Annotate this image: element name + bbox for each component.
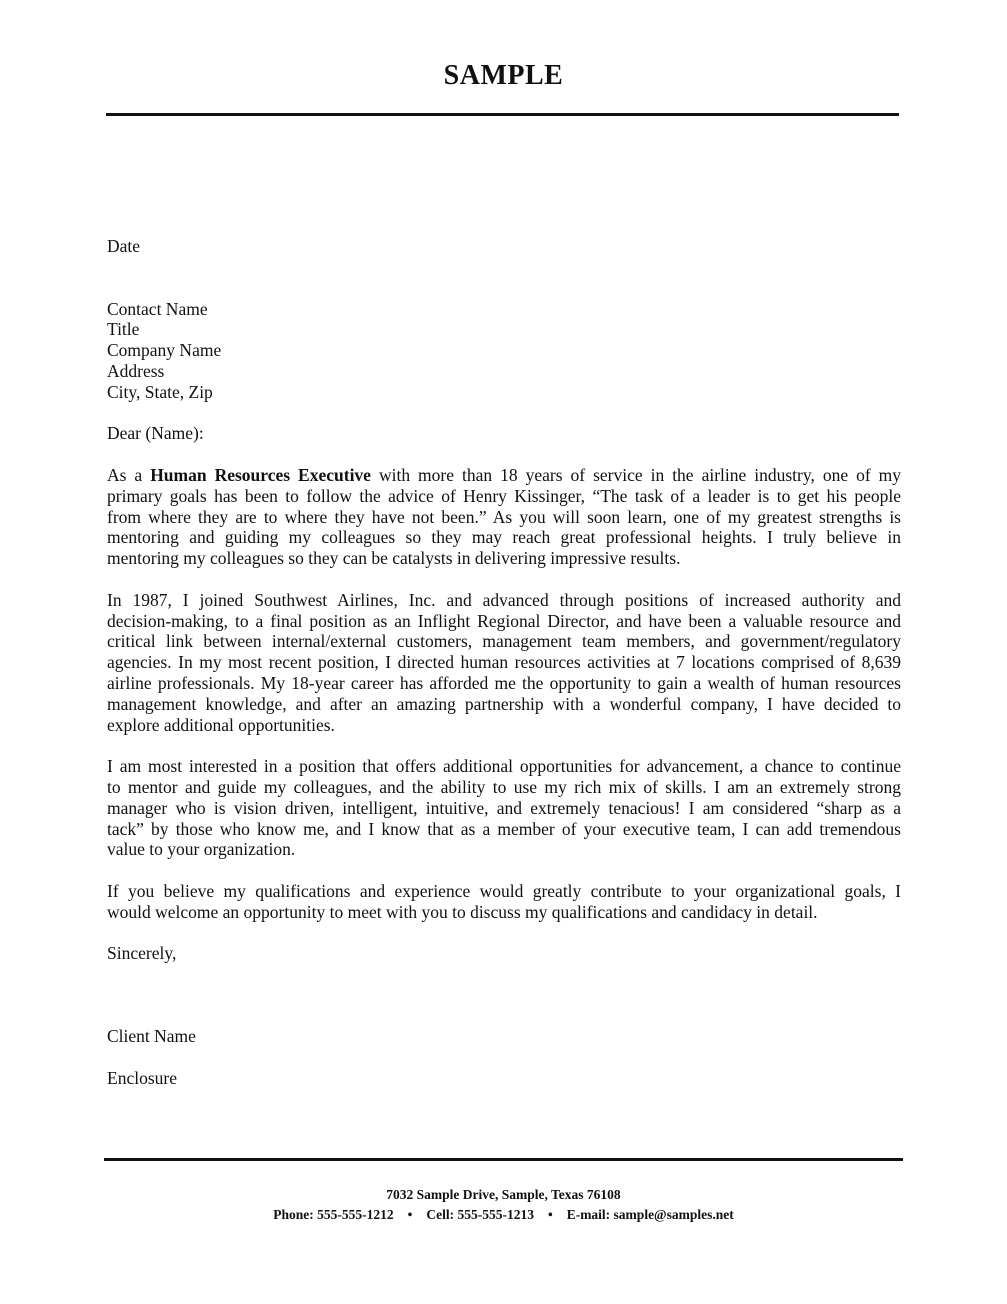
paragraph-1-line: mentoring and guiding my colleagues so they may reach great professional heights. I truly believe in [107,527,901,548]
paragraph-1 [107,465,901,569]
paragraph-3-line: tack” by those who know me, and I know that as a member of your executive team, I can add tremendous [107,818,901,839]
signature-space [107,964,901,1026]
paragraph-2-line: explore additional opportunities. [107,714,335,735]
spacer [107,1047,901,1068]
paragraph-1-line-1-rest: with more than 18 years of service in the airline industry, one of my [370,464,902,485]
paragraph-2-line: agencies. In my most recent position, I directed human resources activities at 7 locations comprised of 8,639 [107,652,901,673]
recipient-block [107,299,901,403]
spacer [107,257,901,278]
spacer [107,860,901,881]
closing: Sincerely, [107,943,177,964]
paragraph-1-line: mentoring my colleagues so they can be catalysts in delivering impressive results. [107,548,681,569]
paragraph-3 [107,756,901,860]
paragraph-1-line [107,465,901,486]
signature-name: Client Name [107,1026,196,1047]
paragraph-3-line: manager who is vision driven, intelligent, intuitive, and extremely tenacious! I am considered “sharp as a [107,797,901,818]
enclosure-note: Enclosure [107,1067,177,1088]
paragraph-2-line: In 1987, I joined Southwest Airlines, Inc. and advanced through positions of increased authority and [107,589,901,610]
paragraph-1-line: from where they are to where they have not been.” As you will soon learn, one of my greatest strengths is [107,506,901,527]
paragraph-4 [107,881,901,923]
recipient-contact-name: Contact Name [107,298,208,319]
footer-address: 7032 Sample Drive, Sample, Texas 76108 [386,1187,621,1202]
page-title: SAMPLE [443,60,564,91]
paragraph-4-line: If you believe my qualifications and experience would greatly contribute to your organizational goals, I [107,880,901,901]
header-divider [106,113,899,116]
spacer [107,569,901,590]
letter-date: Date [107,236,141,256]
paragraph-3-line: I am most interested in a position that offers additional opportunities for advancement, a chance to continue [107,756,901,777]
spacer [107,735,901,756]
footer-divider [104,1158,903,1161]
footer-cell: Cell: 555-555-1213 [426,1207,534,1222]
salutation: Dear (Name): [107,423,204,444]
spacer [107,278,901,299]
paragraph-2 [107,590,901,736]
recipient-address: Address [107,360,165,381]
spacer [107,403,901,424]
paragraph-2-line: management knowledge, and after an amazing partnership with a wonderful company, I have decided to [107,693,901,714]
paragraph-2-line: critical link between internal/external customers, management team members, and government/regulatory [107,631,901,652]
paragraph-2-line: decision-making, to a final position as an Inflight Regional Director, and have been a valuable resource and [107,610,901,631]
recipient-city-state-zip: City, State, Zip [107,381,213,402]
footer-contact-line [0,1205,1007,1224]
letter-body [107,236,901,1088]
footer-email: E-mail: sample@samples.net [566,1207,734,1222]
job-title-emphasis: Human Resources Executive [150,464,371,485]
recipient-title: Title [107,319,140,340]
footer-separator: • [547,1207,553,1222]
footer-separator: • [407,1207,413,1222]
spacer [107,444,901,465]
paragraph-3-line: value to your organization. [107,839,296,860]
spacer [107,923,901,944]
footer-phone: Phone: 555-555-1212 [273,1207,394,1222]
paragraph-2-line: airline professionals. My 18-year career has afforded me the opportunity to gain a wealth of human resources [107,672,901,693]
paragraph-1-intro: As a [107,464,151,485]
recipient-company-name: Company Name [107,340,222,361]
paragraph-1-line: primary goals has been to follow the advice of Henry Kissinger, “The task of a leader is to get his people [107,485,901,506]
paragraph-4-line: would welcome an opportunity to meet with you to discuss my qualifications and candidacy in detail. [107,901,818,922]
paragraph-3-line: to mentor and guide my colleagues, and the ability to use my rich mix of skills. I am an extremely strong [107,776,901,797]
